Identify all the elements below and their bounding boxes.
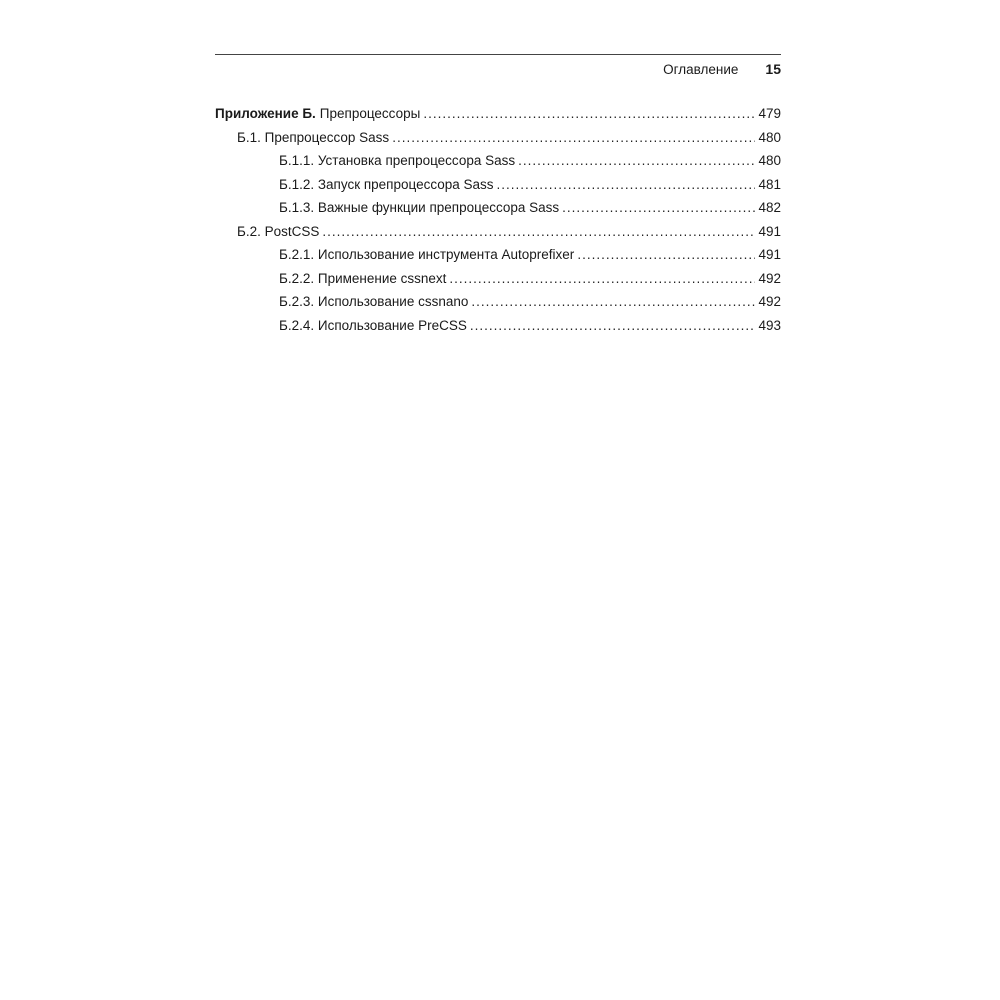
toc-dot-leader [322,224,755,239]
toc-entry-page: 480 [758,129,781,145]
toc-entry-title: Б.2.4. Использование PreCSS [279,317,467,333]
toc-dot-leader [562,200,755,215]
book-page [215,54,781,341]
toc-entry-title: Б.2.1. Использование инструмента Autoprefixer [279,247,575,262]
toc-entry [215,200,781,224]
toc-entry-title: Б.1.2. Запуск препроцессора Sass [279,176,494,192]
toc-dot-leader [577,247,755,262]
running-head [215,61,781,81]
table-of-contents [215,106,781,341]
toc-entry-page: 492 [758,294,781,309]
toc-dot-leader [449,271,755,286]
toc-entry-prefix: Приложение Б. [215,106,316,121]
toc-entry-page: 493 [758,317,781,333]
toc-entry-text [215,106,420,121]
toc-entry [215,318,781,342]
toc-entry [215,294,781,318]
running-head-title: Оглавление [663,62,739,77]
toc-entry [215,247,781,271]
toc-entry-title: Б.1.3. Важные функции препроцессора Sass [279,200,560,215]
toc-entry [215,177,781,201]
toc-dot-leader [392,130,755,145]
toc-entry-page: 479 [758,106,781,121]
toc-entry-title: Б.1. Препроцессор Sass [237,129,390,145]
toc-entry [215,271,781,295]
toc-entry-page: 480 [758,153,781,168]
toc-entry-title: Препроцессоры [319,106,421,121]
toc-dot-leader [470,318,756,333]
toc-dot-leader [471,294,755,309]
toc-entry [215,153,781,177]
toc-entry [215,106,781,130]
toc-entry [215,130,781,154]
toc-entry [215,224,781,248]
toc-entry-page: 491 [758,223,781,239]
running-head-page-number: 15 [765,61,781,77]
toc-dot-leader [423,106,755,121]
toc-entry-page: 482 [758,200,781,215]
toc-entry-page: 491 [758,247,781,262]
toc-entry-title: Б.2.2. Применение cssnext [279,270,447,286]
toc-dot-leader [518,153,755,168]
toc-dot-leader [497,177,756,192]
toc-entry-page: 481 [758,176,781,192]
toc-entry-title: Б.2. PostCSS [237,223,320,239]
toc-entry-title: Б.1.1. Установка препроцессора Sass [279,153,516,168]
header-rule [215,54,781,55]
toc-entry-title: Б.2.3. Использование cssnano [279,294,469,309]
toc-entry-page: 492 [758,270,781,286]
